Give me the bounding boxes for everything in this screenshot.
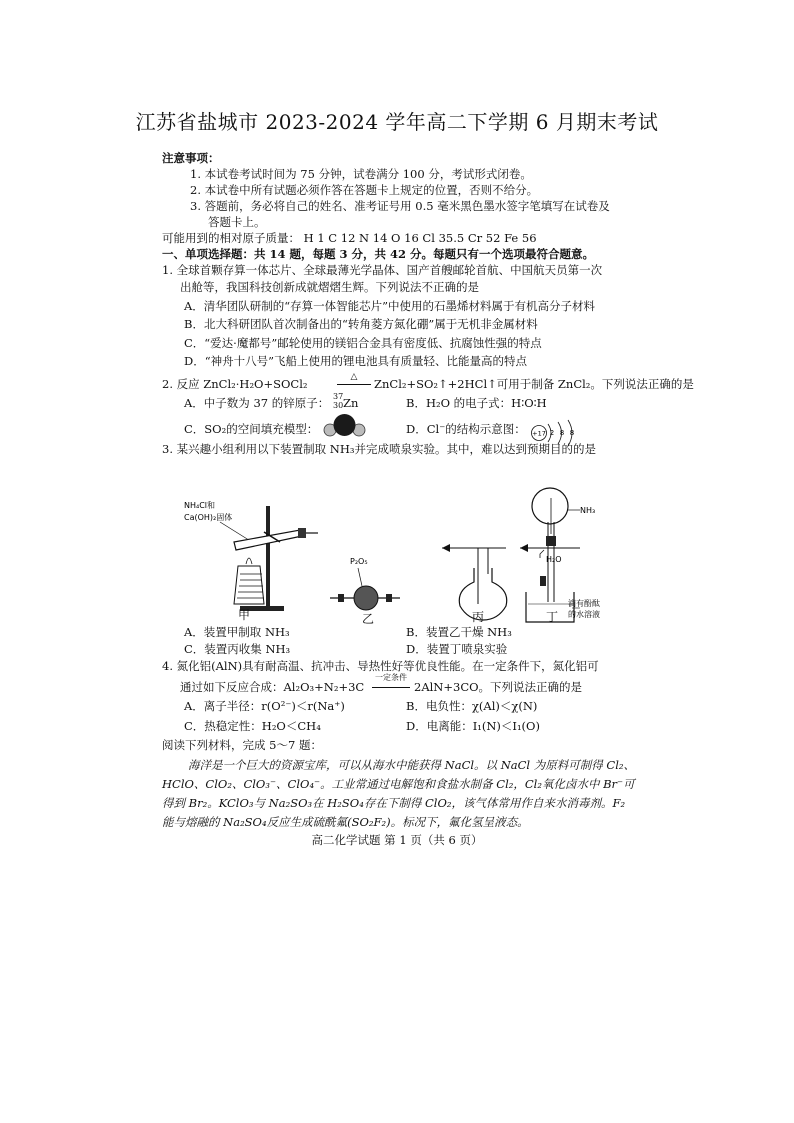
q2-arrow-condition: △ [350,372,358,382]
dropper [540,550,544,558]
flask-stopper [546,536,556,546]
q4-arrow-line [372,687,410,688]
caption-ding: 丁 [545,610,558,624]
q1-option-d: D．“神舟十八号”飞船上使用的锂电池具有质量轻、比能量高的特点 [184,354,527,368]
p2o5-pointer [358,568,362,586]
reading-line-1: 海洋是一个巨大的资源宝库，可以从海水中能获得 NaCl。以 NaCl 为原料可制得 Cl₂、 [188,758,635,772]
reading-line-2: HClO、ClO₂、ClO₃⁻、ClO₄⁻。工业常通过电解饱和食盐水制备 Cl₂，Cl₂氧化卤水中 Br⁻可 [162,777,635,791]
q3-option-c: C．装置丙收集 NH₃ [184,642,291,656]
sulfur-atom [334,414,356,436]
section-heading: 一、单项选择题：共 14 题，每题 3 分，共 42 分。每题只有一个选项最符合题意。 [162,247,595,261]
q2-option-b: B．H₂O 的电子式：H∶O∶H [406,396,547,410]
q4-option-b: B．电负性：χ(Al)＜χ(N) [406,699,538,713]
tube-stopper [298,528,306,538]
apparatus-jia [184,500,318,611]
q2-option-a: A．中子数为 37 的锌原子： [184,396,330,410]
reading-line-4: 能与熔融的 Na₂SO₄反应生成硫酰氟(SO₂F₂)。标况下，氟化氢呈液态。 [162,815,529,829]
q2-option-d: D．Cl⁻的结构示意图： [406,422,526,436]
p2o5-label: P₂O₅ [350,557,368,566]
q4-option-d: D．电离能：I₁(N)＜I₁(O) [406,719,540,733]
page-footer: 高二化学试题 第 1 页（共 6 页） [311,833,483,847]
q3-option-b: B．装置乙干燥 NH₃ [406,625,512,639]
apparatus-yi [330,557,400,610]
q1-stem-line1: 1. 全球首颗存算一体芯片、全球最薄光学晶体、国产首艘邮轮首航、中国航天员第一次 [162,263,603,277]
caption-yi: 乙 [361,612,374,626]
q2-a-symbol: Zn [343,396,359,410]
pinch-clamp [540,576,546,586]
iron-stand-rod [266,506,270,608]
notice-heading: 注意事项： [162,151,220,165]
caption-bing: 丙 [471,610,484,624]
atomic-masses: 可能用到的相对原子质量： H 1 C 12 N 14 O 16 Cl 35.5 Cr 52 Fe 56 [162,231,537,245]
shell-1-electrons: 2 [549,429,555,437]
q4-stem-line2-post: 2AlN+3CO。下列说法正确的是 [414,680,583,694]
flame [246,558,252,564]
q3-stem: 3. 某兴趣小组利用以下装置制取 NH₃并完成喷泉实验。其中，难以达到预期目的的是 [162,442,596,456]
q4-arrow-condition: 一定条件 [375,673,407,682]
q1-option-a: A．清华团队研制的“存算一体智能芯片”中使用的石墨烯材料属于有机高分子材料 [184,299,596,313]
reagent-label-line1: NH₄Cl和 [184,501,216,510]
q2-arrow-line [337,384,371,385]
fountain-flask [532,488,568,524]
nucleus-charge: +17 [532,429,546,438]
q2-option-c: C．SO₂的空间填充模型： [184,422,319,436]
notice-item-3: 3. 答题前，务必将自己的姓名、准考证号用 0.5 毫米黑色墨水签字笔填写在试卷及 [190,199,610,213]
notice-item-3-cont: 答题卡上。 [208,215,266,229]
notice-item-1: 1. 本试卷考试时间为 75 分钟，试卷满分 100 分，考试形式闭卷。 [190,167,532,181]
caption-jia: 甲 [237,608,250,622]
q4-option-c: C．热稳定性：H₂O＜CH₄ [184,719,321,733]
phenolphthalein-label-line2: 的水溶液 [568,610,600,619]
q2-stem-pre: 2. 反应 ZnCl₂·H₂O+SOCl₂ [162,377,308,391]
nh3-label: NH₃ [580,506,596,515]
notice-item-2: 2. 本试卷中所有试题必须作答在答题卡上规定的位置，否则不给分。 [190,183,539,197]
arrow-head-left [442,544,450,552]
reading-intro: 阅读下列材料，完成 5～7 题： [162,738,322,752]
q1-stem-line2: 出舱等，我国科技创新成就熠熠生辉。下列说法不正确的是 [180,280,479,294]
apparatus-ding [520,484,610,626]
reagent-label-line2: Ca(OH)₂固体 [184,513,233,522]
q3-option-d: D．装置丁喷泉实验 [406,642,508,656]
drying-stopper-right [386,594,392,602]
q3-option-a: A．装置甲制取 NH₃ [184,625,290,639]
q4-stem-line2-pre: 通过如下反应合成：Al₂O₃+N₂+3C [180,680,365,694]
q4-stem-line1: 4. 氮化铝(AlN)具有耐高温、抗冲击、导热性好等优良性能。在一定条件下，氮化铝可 [162,659,599,673]
page-title: 江苏省盐城市 2023-2024 学年高二下学期 6 月期末考试 [135,110,659,134]
q1-option-c: C．“爱达·魔都号”邮轮使用的镁铝合金具有密度低、抗腐蚀性强的特点 [184,336,542,350]
h2o-label: H₂O [546,555,562,564]
phenolphthalein-label-line1: 滴有酚酞 [568,599,600,608]
drying-bulb [354,586,378,610]
so2-space-filling-model [318,411,372,441]
shell-2-electrons: 8 [559,429,565,437]
shell-3-electrons: 8 [569,429,575,437]
reading-line-3: 得到 Br₂。KClO₃与 Na₂SO₃在 H₂SO₄存在下制得 ClO₂，该气体常用作自来水消毒剂。F₂ [162,796,626,810]
q2-a-mass-number: 37 [333,392,344,401]
q1-option-b: B．北大科研团队首次制备出的“转角菱方氮化硼”属于无机非金属材料 [184,317,538,331]
q2-stem-post: ZnCl₂+SO₂↑+2HCl↑可用于制备 ZnCl₂。下列说法正确的是 [374,377,694,391]
drying-stopper-left [338,594,344,602]
q2-a-atomic-number: 30 [333,401,344,410]
q4-option-a: A．离子半径：r(O²⁻)＜r(Na⁺) [184,699,345,713]
